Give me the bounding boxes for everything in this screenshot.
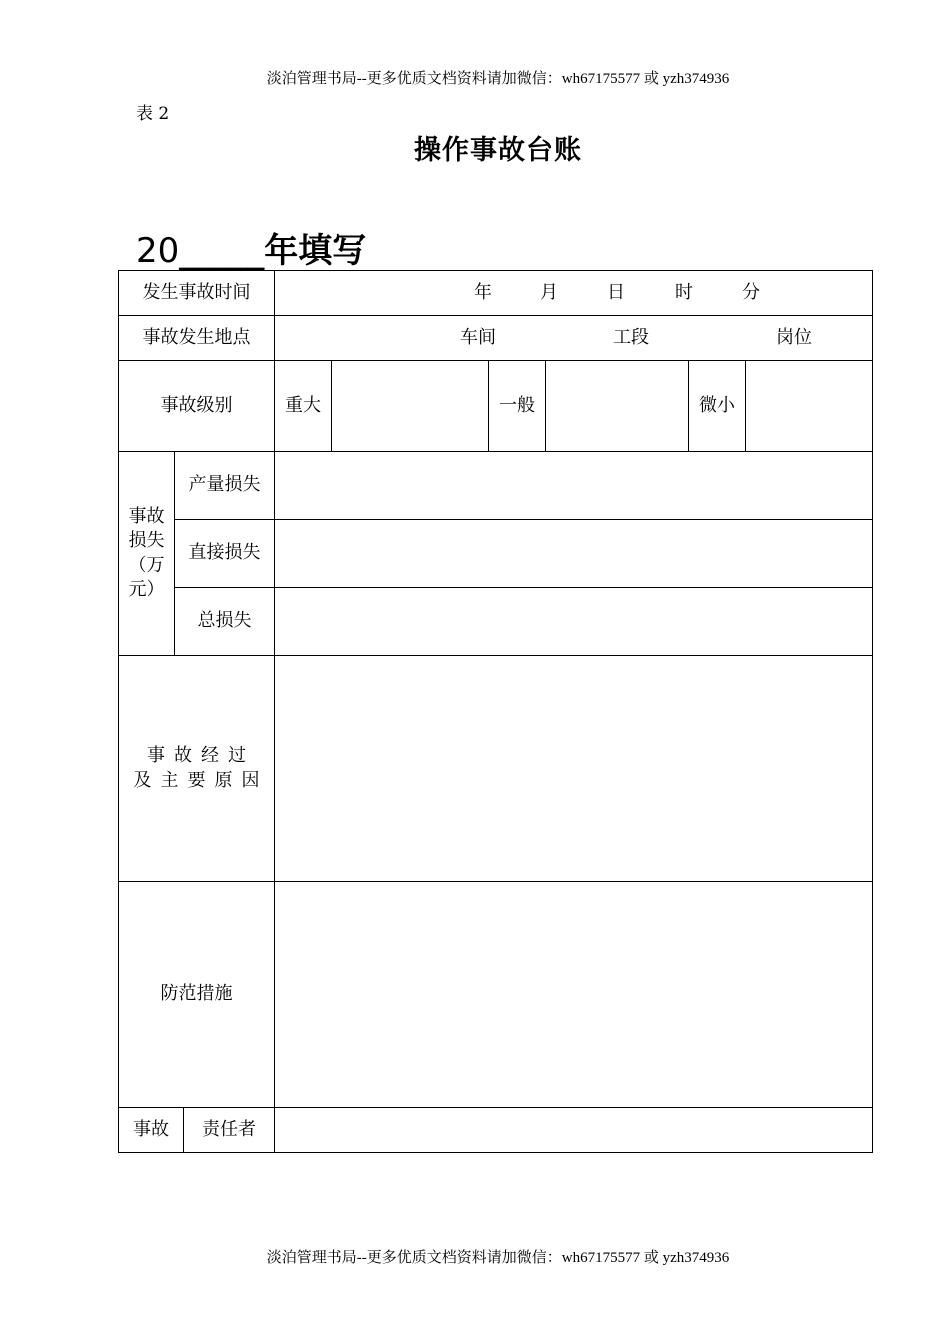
location-unit-post: 岗位 [776, 326, 812, 348]
loss-group-line-1: 事故 [128, 505, 165, 527]
loss-group-line-4: 元） [128, 578, 165, 600]
time-unit-minute: 分 [742, 281, 760, 303]
page-header: 淡泊管理书局--更多优质文档资料请加微信：wh67175577 或 yzh374936 [266, 71, 730, 87]
process-cause-label [119, 656, 283, 881]
year-prefix: 20 [136, 231, 180, 271]
bottom-accident-label: 事故 [133, 1118, 169, 1140]
time-unit-month: 月 [540, 281, 558, 303]
page-footer: 淡泊管理书局--更多优质文档资料请加微信：wh67175577 或 yzh374936 [266, 1250, 730, 1266]
loss-total-label: 总损失 [197, 610, 252, 632]
process-label-line-1: 事故经过 [147, 745, 255, 767]
loss-group-line-3: （万 [128, 554, 165, 576]
table-number: 表 2 [136, 104, 170, 124]
level-option-major: 重大 [285, 394, 321, 416]
process-label-line-2: 及主要原因 [133, 769, 269, 791]
time-unit-hour: 时 [675, 281, 693, 303]
location-label: 事故发生地点 [142, 326, 251, 348]
page-title: 操作事故台账 [414, 135, 582, 166]
time-label: 发生事故时间 [142, 281, 251, 303]
loss-group-line-2: 损失 [128, 530, 165, 552]
location-unit-section: 工段 [613, 326, 649, 348]
loss-output-label: 产量损失 [188, 474, 261, 496]
level-option-general: 一般 [499, 394, 535, 416]
level-option-minor: 微小 [699, 394, 735, 416]
time-unit-year: 年 [474, 281, 492, 303]
year-fill-line [136, 223, 366, 272]
location-unit-workshop: 车间 [460, 326, 496, 348]
year-suffix: 年填写 [264, 231, 367, 271]
responsible-person-label: 责任者 [202, 1118, 256, 1140]
loss-direct-label: 直接损失 [188, 542, 261, 564]
year-blank: _____ [179, 231, 265, 271]
prevention-label: 防范措施 [160, 983, 233, 1005]
level-label: 事故级别 [160, 394, 233, 416]
loss-group-label [119, 452, 174, 655]
time-unit-day: 日 [607, 281, 625, 303]
